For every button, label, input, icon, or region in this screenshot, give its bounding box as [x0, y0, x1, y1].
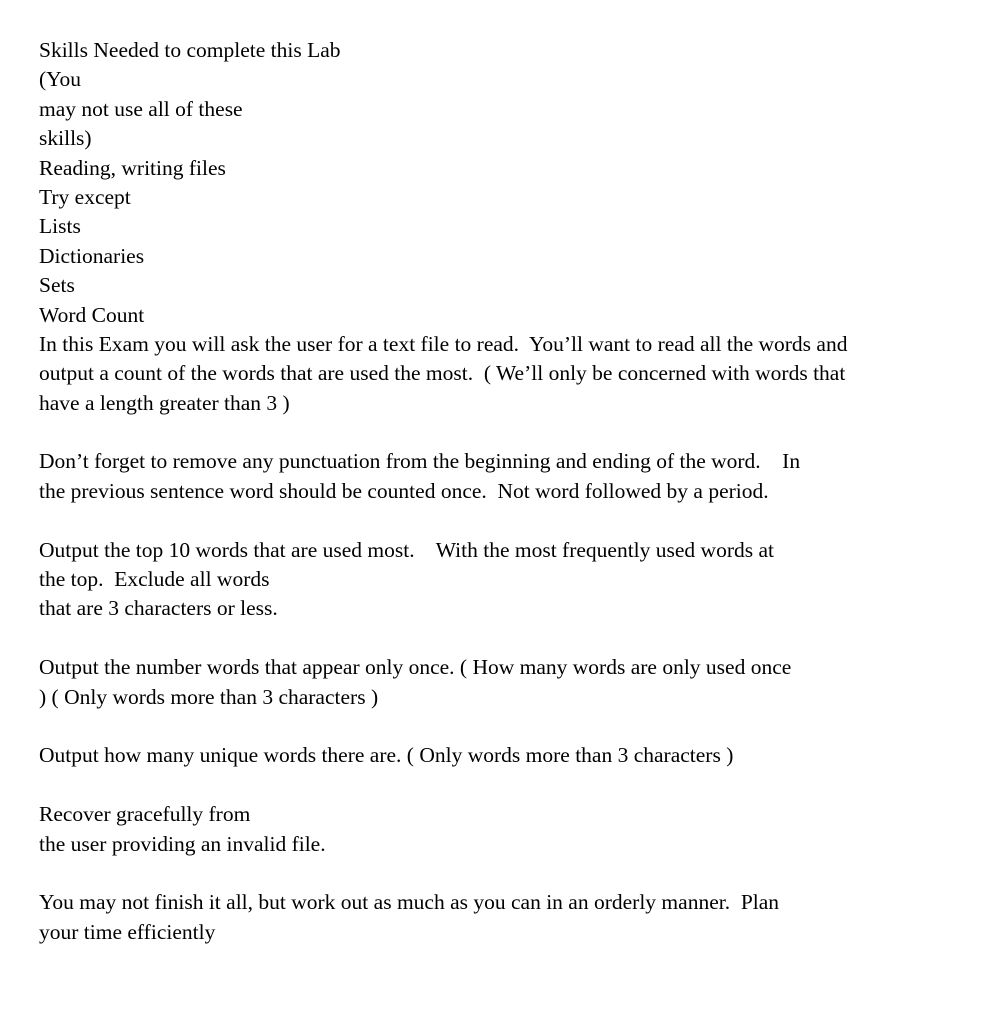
text-line: output a count of the words that are used the most. ( We’ll only be concerned with words that [39, 361, 846, 386]
skills-list [39, 154, 939, 330]
closing-paragraph [39, 888, 939, 947]
text-line: may not use all of these [39, 96, 243, 121]
text-line: Output the number words that appear only once. ( How many words are only used once [39, 655, 792, 680]
top-words-paragraph [39, 536, 939, 624]
text-line: ) ( Only words more than 3 characters ) [39, 684, 379, 709]
text-line: You may not finish it all, but work out as much as you can in an orderly manner. Plan [39, 890, 780, 915]
text-line: Recover gracefully from [39, 802, 251, 827]
once-paragraph [39, 653, 939, 712]
paragraph-spacer [39, 859, 939, 888]
paragraph-spacer [39, 506, 939, 535]
skill-item: Try except [39, 184, 131, 209]
intro-paragraph [39, 330, 939, 418]
paragraph-spacer [39, 418, 939, 447]
text-line: the user providing an invalid file. [39, 831, 326, 856]
text-line: Don’t forget to remove any punctuation from the beginning and ending of the word. In [39, 449, 801, 474]
skill-item: Lists [39, 214, 81, 239]
text-line: In this Exam you will ask the user for a text file to read. You’ll want to read all the words and [39, 331, 848, 356]
document-page [39, 36, 939, 947]
paragraph-spacer [39, 712, 939, 741]
punctuation-paragraph [39, 447, 939, 506]
text-line: the top. Exclude all words [39, 567, 270, 592]
recover-paragraph [39, 800, 939, 859]
text-line: the previous sentence word should be counted once. Not word followed by a period. [39, 478, 769, 503]
text-line: Skills Needed to complete this Lab [39, 38, 341, 62]
text-line: Output how many unique words there are. ( Only words more than 3 characters ) [39, 743, 734, 768]
text-line: Output the top 10 words that are used most. With the most frequently used words at [39, 537, 774, 562]
text-line: skills) [39, 126, 92, 151]
paragraph-spacer [39, 624, 939, 653]
skills-heading [39, 36, 939, 154]
skill-item: Word Count [39, 302, 145, 327]
text-line: (You [39, 67, 82, 92]
skill-item: Dictionaries [39, 243, 145, 268]
text-line: have a length greater than 3 ) [39, 390, 290, 415]
unique-paragraph [39, 741, 939, 770]
paragraph-spacer [39, 771, 939, 800]
text-line: that are 3 characters or less. [39, 596, 278, 621]
text-line: your time efficiently [39, 919, 216, 944]
skill-item: Sets [39, 273, 75, 298]
skill-item: Reading, writing files [39, 155, 226, 180]
